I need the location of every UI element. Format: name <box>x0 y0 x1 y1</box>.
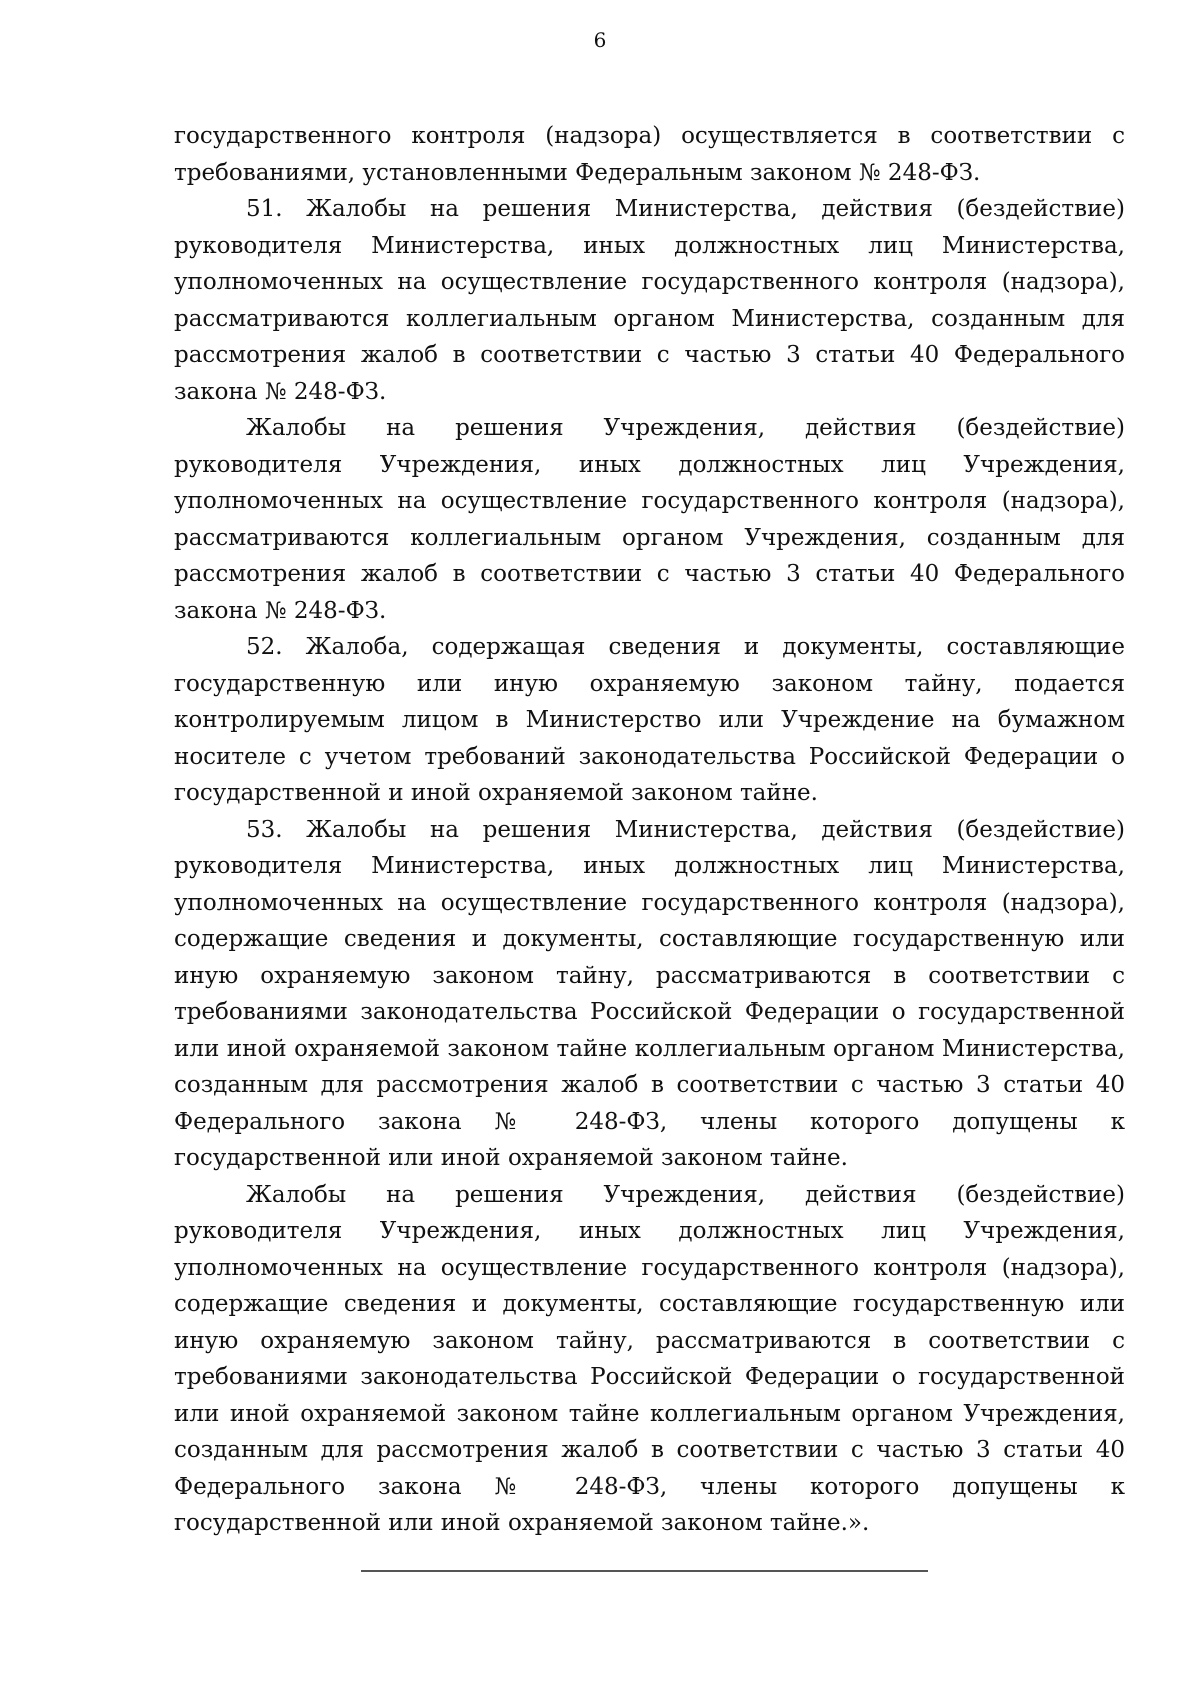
document-body <box>174 118 1125 1542</box>
page-number: 6 <box>593 28 607 52</box>
paragraph-item-53: 53. Жалобы на решения Министерства, действия (бездействие) руководителя Министерства, иных должностных лиц Министерства, уполномоченных на осуществление государственного контроля (надзора), содержащие сведения и документы, составляющие государственную или иную охраняемую законом тайну, рассматриваются в соответствии с требованиями законодательства Российской Федерации о государственной или иной охраняемой законом тайне коллегиальным органом Министерства, созданным для рассмотрения жалоб в соответствии с частью 3 статьи 40 Федерального закона № 248-ФЗ, члены которого допущены к государственной или иной охраняемой законом тайне. <box>174 816 1125 1171</box>
paragraph-item-52: 52. Жалоба, содержащая сведения и документы, составляющие государственную или иную охраняемую законом тайну, подается контролируемым лицом в Министерство или Учреждение на бумажном носителе с учетом требований законодательства Российской Федерации о государственной и иной охраняемой законом тайне. <box>174 634 1125 806</box>
end-of-document-rule <box>361 1570 928 1572</box>
paragraph-item-53-institution: Жалобы на решения Учреждения, действия (бездействие) руководителя Учреждения, иных должностных лиц Учреждения, уполномоченных на осуществление государственного контроля (надзора), содержащие сведения и документы, составляющие государственную или иную охраняемую законом тайну, рассматриваются в соответствии с требованиями законодательства Российской Федерации о государственной или иной охраняемой законом тайне коллегиальным органом Учреждения, созданным для рассмотрения жалоб в соответствии с частью 3 статьи 40 Федерального закона № 248-ФЗ, члены которого допущены к государственной или иной охраняемой законом тайне.». <box>174 1181 1125 1536</box>
paragraph-item-51: 51. Жалобы на решения Министерства, действия (бездействие) руководителя Министерства, иных должностных лиц Министерства, уполномоченных на осуществление государственного контроля (надзора), рассматриваются коллегиальным органом Министерства, созданным для рассмотрения жалоб в соответствии с частью 3 статьи 40 Федерального закона № 248-ФЗ. <box>174 196 1125 405</box>
paragraph-continuation: государственного контроля (надзора) осуществляется в соответствии с требованиями, установленными Федеральным законом № 248-ФЗ. <box>174 123 1125 186</box>
paragraph-item-51-institution: Жалобы на решения Учреждения, действия (бездействие) руководителя Учреждения, иных должностных лиц Учреждения, уполномоченных на осуществление государственного контроля (надзора), рассматриваются коллегиальным органом Учреждения, созданным для рассмотрения жалоб в соответствии с частью 3 статьи 40 Федерального закона № 248-ФЗ. <box>174 415 1125 624</box>
